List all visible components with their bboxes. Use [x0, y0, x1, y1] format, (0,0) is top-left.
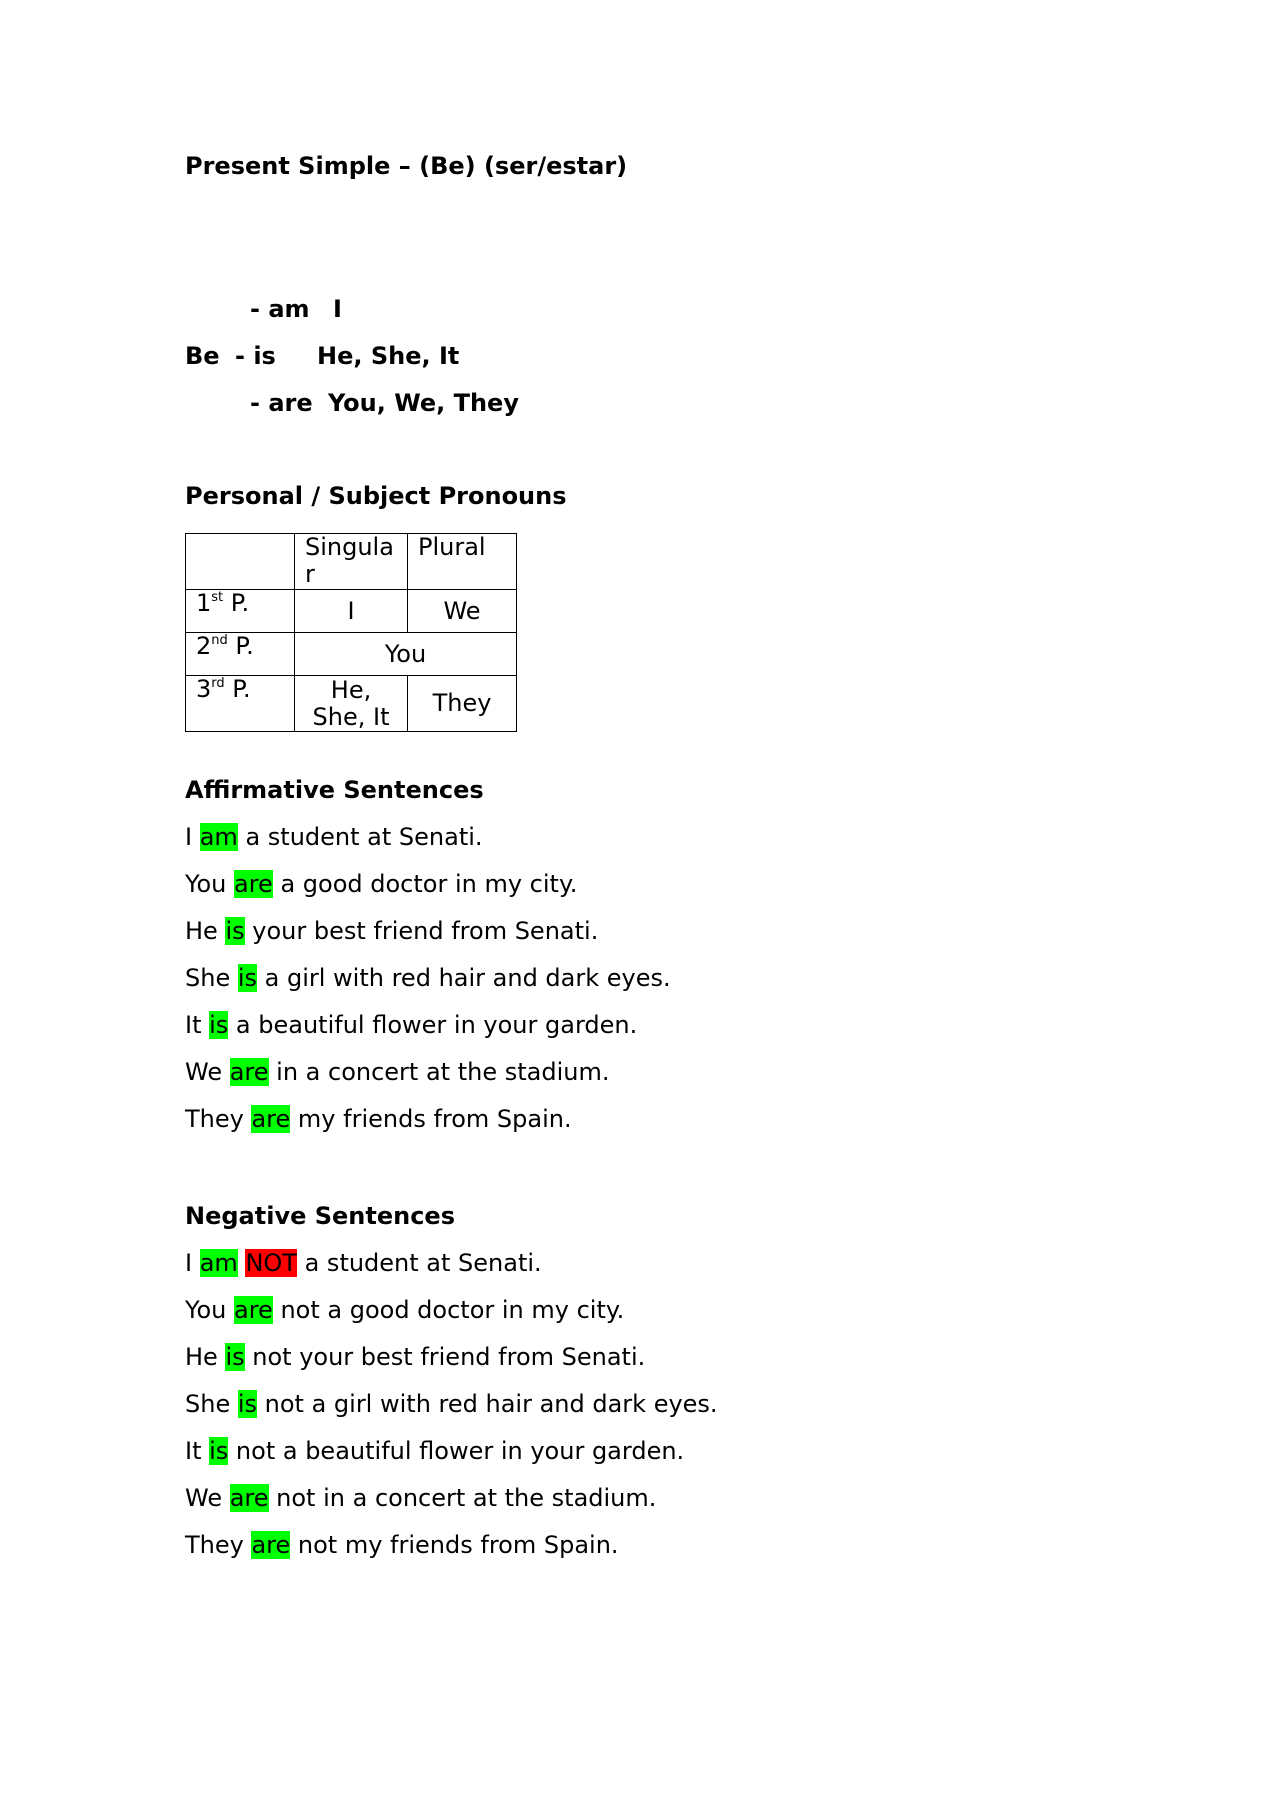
table-cell-person: 2nd P. [186, 633, 295, 676]
table-cell: We [408, 590, 517, 633]
table-cell: They [408, 676, 517, 732]
table-row [186, 676, 517, 732]
verb-highlight: is [209, 1011, 229, 1039]
verb-highlight: are [234, 1296, 273, 1324]
table-cell: He, She, It [295, 676, 408, 732]
list-item: We are not in a concert at the stadium. [185, 1484, 657, 1512]
be-form: - is [235, 342, 276, 370]
list-item: It is a beautiful flower in your garden. [185, 1011, 638, 1039]
list-item: We are in a concert at the stadium. [185, 1058, 610, 1086]
verb-highlight: is [237, 964, 258, 992]
be-subjects: You, We, They [328, 389, 519, 417]
be-form: - am [250, 295, 310, 323]
verb-highlight: am [199, 1249, 238, 1277]
be-form: - are [250, 389, 313, 417]
list-item: You are not a good doctor in my city. [185, 1296, 625, 1324]
pronouns-heading: Personal / Subject Pronouns [185, 482, 567, 510]
verb-highlight: are [234, 870, 273, 898]
verb-highlight: is [225, 917, 245, 945]
affirmative-heading: Affirmative Sentences [185, 776, 484, 804]
list-item: It is not a beautiful flower in your garden. [185, 1437, 685, 1465]
be-label: Be [185, 342, 220, 370]
verb-highlight: is [209, 1437, 229, 1465]
verb-highlight: are [251, 1531, 291, 1559]
table-row [186, 633, 517, 676]
list-item: I am NOT a student at Senati. [185, 1249, 542, 1277]
verb-highlight: are [251, 1105, 291, 1133]
table-cell: You [295, 633, 517, 676]
table-header-singular: Singula r [295, 534, 408, 590]
verb-highlight: is [225, 1343, 245, 1371]
list-item: She is not a girl with red hair and dark eyes. [185, 1390, 718, 1418]
list-item: I am a student at Senati. [185, 823, 483, 851]
negative-heading: Negative Sentences [185, 1202, 455, 1230]
list-item: They are not my friends from Spain. [185, 1531, 619, 1559]
list-item: They are my friends from Spain. [185, 1105, 572, 1133]
table-cell-person: 3rd P. [186, 676, 295, 732]
list-item: You are a good doctor in my city. [185, 870, 578, 898]
verb-highlight: are [229, 1484, 269, 1512]
list-item: He is your best friend from Senati. [185, 917, 599, 945]
table-header-plural: Plural [408, 534, 517, 590]
table-cell-person: 1st P. [186, 590, 295, 633]
be-subjects: I [333, 295, 342, 323]
table-cell: I [295, 590, 408, 633]
verb-highlight: am [199, 823, 238, 851]
list-item: He is not your best friend from Senati. [185, 1343, 646, 1371]
table-header-row [186, 534, 517, 590]
negation-highlight: NOT [245, 1249, 297, 1277]
verb-highlight: is [237, 1390, 258, 1418]
page-title: Present Simple – (Be) (ser/estar) [185, 152, 628, 180]
list-item: She is a girl with red hair and dark eyes. [185, 964, 671, 992]
table-cell [186, 534, 295, 590]
verb-highlight: are [229, 1058, 269, 1086]
pronouns-table [185, 533, 517, 732]
table-row [186, 590, 517, 633]
be-subjects: He, She, It [317, 342, 460, 370]
